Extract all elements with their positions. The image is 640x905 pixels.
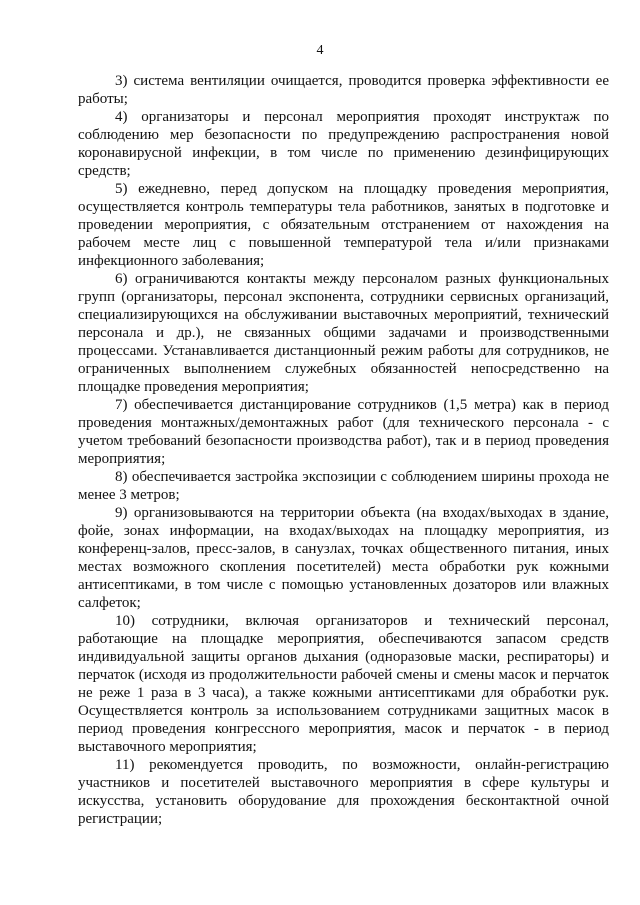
- list-item-5: 5) ежедневно, перед допуском на площадку проведения мероприятия, осуществляется контроль температуры тела работников, занятых в подготовке и проведении мероприятия, с обязательным отстранением от нахождения на рабочем месте лиц с повышенной температурой тела и/или признаками инфекционного заболевания;: [78, 181, 609, 269]
- page-number: 4: [316, 43, 324, 58]
- list-item-10: 10) сотрудники, включая организаторов и технический персонал, работающие на площадке мероприятия, обеспечиваются запасом средств индивидуальной защиты органов дыхания (одноразовые маски, респираторы) и перчаток (исходя из продолжительности рабочей смены и смены масок и перчаток не реже 1 раза в 3 часа), а также кожными антисептиками для обработки рук. Осуществляется контроль за использованием сотрудниками защитных масок в период проведения конгрессного мероприятия, масок и перчаток - в период выставочного мероприятия;: [78, 613, 609, 755]
- document-body: [78, 72, 609, 828]
- list-item-6: 6) ограничиваются контакты между персоналом разных функциональных групп (организаторы, персонал экспонента, сотрудники сервисных организаций, специализирующихся на обслуживании выставочных мероприятий, технический персонала и др.), не связанных общими задачами и производственными процессами. Устанавливается дистанционный режим работы для сотрудников, не ограниченных выполнением служебных обязанностей непосредственно на площадке проведения мероприятия;: [78, 271, 609, 395]
- list-item-4: 4) организаторы и персонал мероприятия проходят инструктаж по соблюдению мер безопасности по предупреждению распространения новой коронавирусной инфекции, в том числе по применению дезинфицирующих средств;: [78, 109, 609, 179]
- list-item-3: 3) система вентиляции очищается, проводится проверка эффективности ее работы;: [78, 73, 609, 107]
- list-item-8: 8) обеспечивается застройка экспозиции с соблюдением ширины прохода не менее 3 метров;: [78, 469, 609, 503]
- list-item-7: 7) обеспечивается дистанцирование сотрудников (1,5 метра) как в период проведения монтажных/демонтажных работ (для технического персонала - с учетом требований безопасности производства работ), так и в период проведения мероприятия;: [78, 397, 609, 467]
- list-item-11: 11) рекомендуется проводить, по возможности, онлайн-регистрацию участников и посетителей выставочного мероприятия в сфере культуры и искусства, установить оборудование для прохождения бесконтактной очной регистрации;: [78, 757, 609, 827]
- list-item-9: 9) организовываются на территории объекта (на входах/выходах в здание, фойе, зонах информации, на входах/выходах на площадку мероприятия, из конференц-залов, пресс-залов, в санузлах, точках общественного питания, иных местах возможного скопления посетителей) места обработки рук кожными антисептиками, в том числе с помощью установленных дозаторов или влажных салфеток;: [78, 505, 609, 611]
